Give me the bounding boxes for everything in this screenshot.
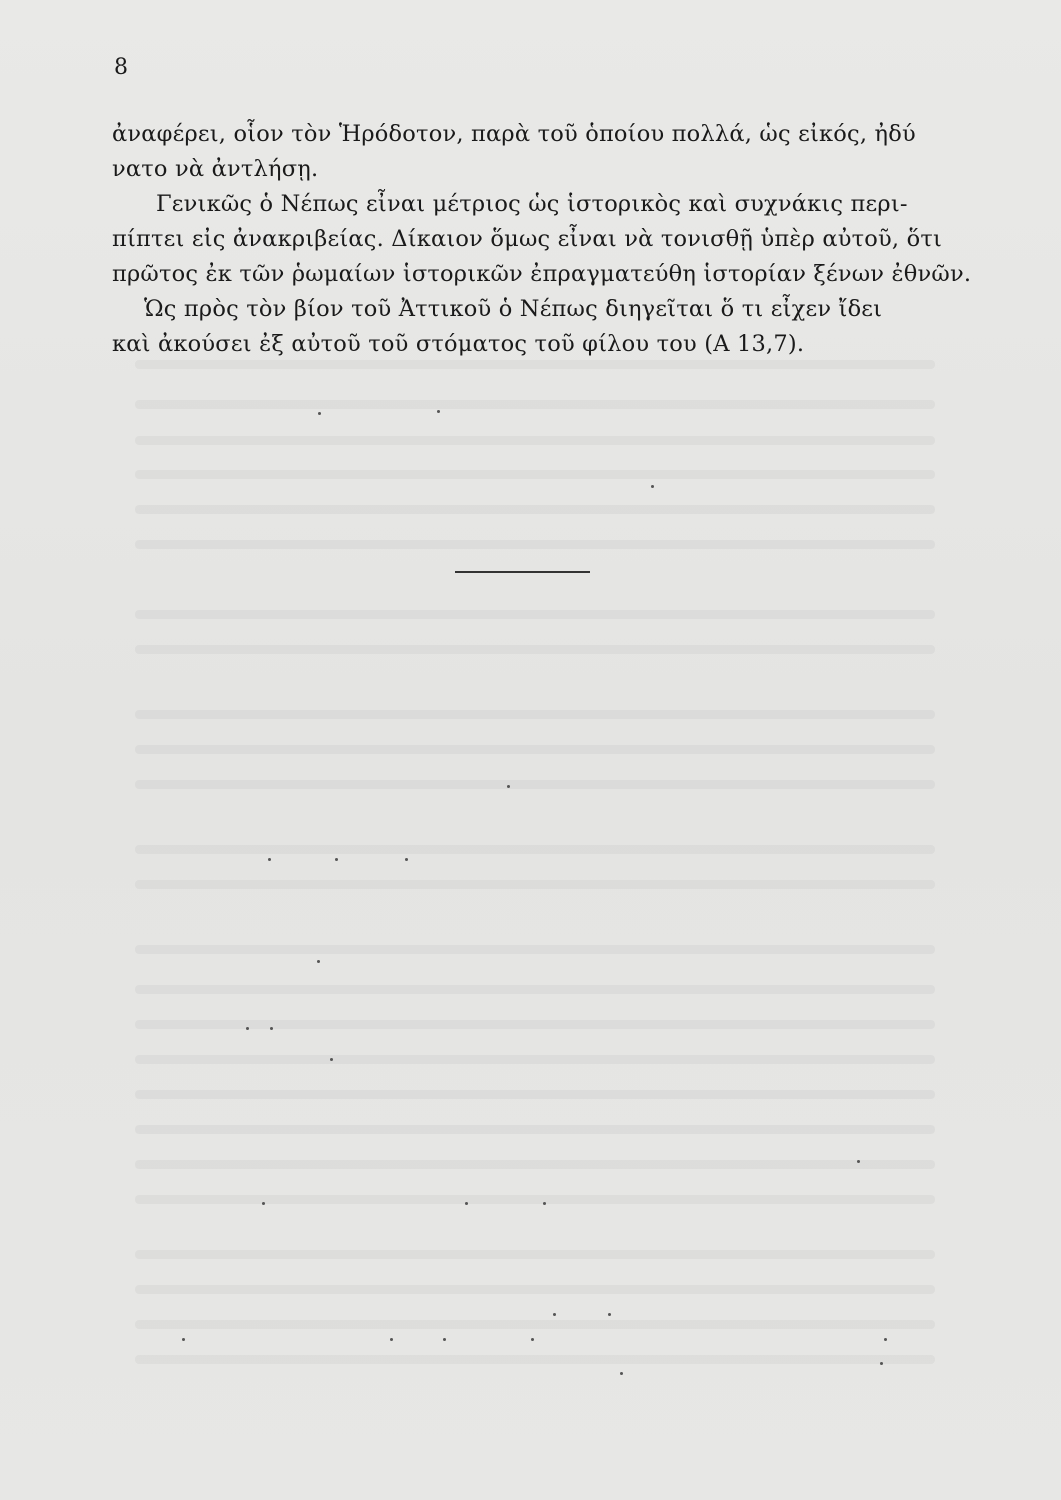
bleed-through-line [135, 985, 935, 994]
ink-speck [390, 1338, 393, 1341]
bleed-through-line [135, 845, 935, 854]
text-line: πίπτει εἰς ἀνακριβείας. Δίκαιον ὅμως εἶναι νὰ τονισθῇ ὑπὲρ αὐτοῦ, ὅτι [112, 226, 943, 252]
bleed-through-line [135, 610, 935, 619]
ink-speck [335, 858, 338, 861]
text-line: νατο νὰ ἀντλήσῃ. [112, 156, 319, 182]
ink-speck [880, 1362, 883, 1365]
bleed-through-line [135, 1285, 935, 1294]
ink-speck [318, 412, 321, 415]
bleed-through-line [135, 1160, 935, 1169]
ink-speck [443, 1338, 446, 1341]
text-line: Ὡς πρὸς τὸν βίον τοῦ Ἀττικοῦ ὁ Νέπως διηγεῖται ὅ τι εἶχεν ἴδει [144, 296, 883, 322]
bleed-through-line [135, 470, 935, 479]
bleed-through-line [135, 745, 935, 754]
text-line: ἀναφέρει, οἷον τὸν Ἡρόδοτον, παρὰ τοῦ ὁποίου πολλά, ὡς εἰκός, ἠδύ [112, 121, 916, 147]
ink-speck [620, 1372, 623, 1375]
ink-speck [268, 858, 271, 861]
bleed-through-line [135, 1195, 935, 1204]
bleed-through-line [135, 645, 935, 654]
ink-speck [405, 858, 408, 861]
bleed-through-line [135, 945, 935, 954]
ink-speck [651, 485, 654, 488]
bleed-through-line [135, 540, 935, 549]
bleed-through-line [135, 880, 935, 889]
ink-speck [330, 1058, 333, 1061]
ink-speck [857, 1160, 860, 1163]
text-line: καὶ ἀκούσει ἐξ αὐτοῦ τοῦ στόματος τοῦ φίλου του (Α 13,7). [112, 331, 805, 357]
text-line: Γενικῶς ὁ Νέπως εἶναι μέτριος ὡς ἱστορικὸς καὶ συχνάκις περι- [156, 191, 908, 217]
page-number: 8 [114, 55, 128, 80]
bleed-through-line [135, 505, 935, 514]
ink-speck [608, 1313, 611, 1316]
ink-speck [553, 1313, 556, 1316]
bleed-through-line [135, 1250, 935, 1259]
bleed-through-line [135, 710, 935, 719]
bleed-through-line [135, 1355, 935, 1364]
text-line: πρῶτος ἐκ τῶν ῥωμαίων ἱστορικῶν ἐπραγματεύθη ἱστορίαν ξένων ἐθνῶν. [112, 261, 972, 287]
ink-speck [317, 960, 320, 963]
ink-speck [270, 1027, 273, 1030]
bleed-through-line [135, 400, 935, 409]
ink-speck [884, 1338, 887, 1341]
body-text [112, 117, 972, 362]
ink-speck [465, 1202, 468, 1205]
ink-speck [246, 1027, 249, 1030]
bleed-through-line [135, 436, 935, 445]
ink-speck [437, 410, 440, 413]
bleed-through-line [135, 1055, 935, 1064]
ink-speck [543, 1202, 546, 1205]
ink-speck [182, 1338, 185, 1341]
bleed-through-line [135, 780, 935, 789]
bleed-through-line [135, 1090, 935, 1099]
section-divider [455, 571, 590, 573]
ink-speck [531, 1338, 534, 1341]
bleed-through-line [135, 1020, 935, 1029]
ink-speck [507, 785, 510, 788]
bleed-through-line [135, 1320, 935, 1329]
bleed-through-line [135, 1125, 935, 1134]
ink-speck [262, 1202, 265, 1205]
